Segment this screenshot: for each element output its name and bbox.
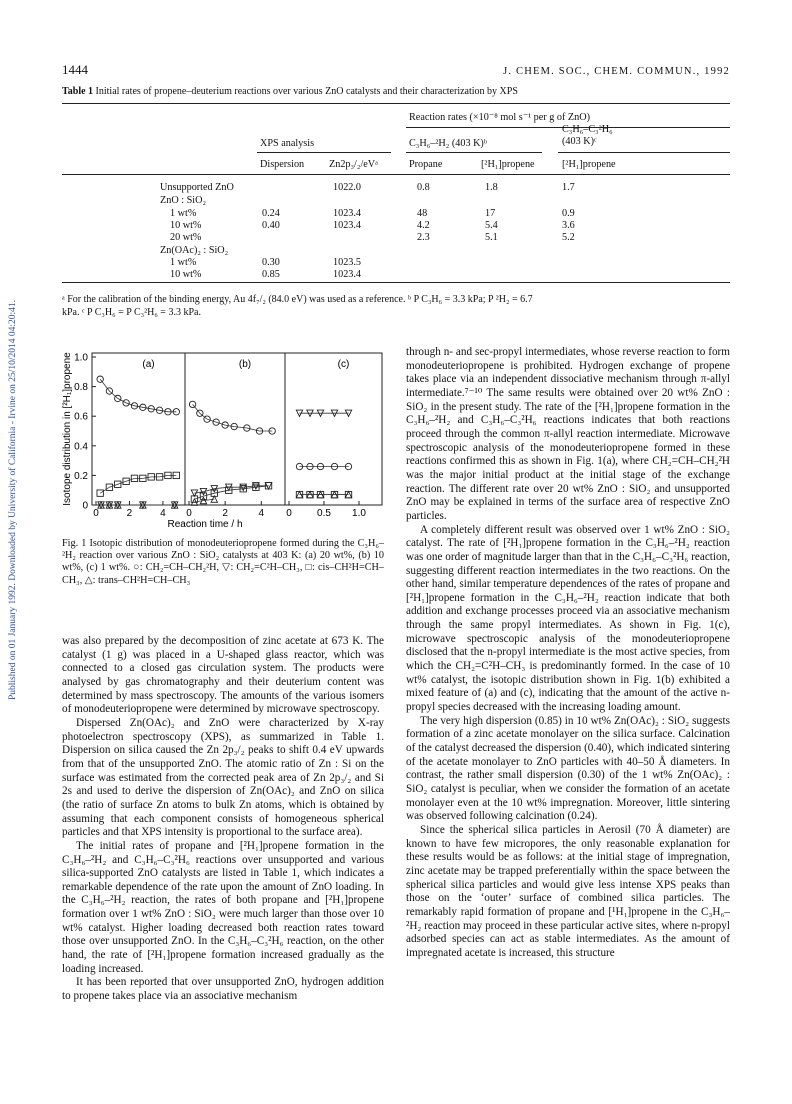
table-row-label: 10 wt% [170,269,202,280]
table-col-header: [²H₁]propene [562,159,616,170]
table-group-rates: Reaction rates (×10⁻⁸ mol s⁻¹ per g of ZnO) [409,112,590,123]
table-cell: 0.40 [262,220,280,231]
table-sub-c3h6c3d6-line2: (403 K)ᶜ [562,136,597,147]
table-cell: 1.7 [562,182,575,193]
x-tick-label: 0 [286,508,292,519]
data-point-circle [97,376,103,382]
side-note: Published on 01 January 1992. Downloaded by University of California - Irvine on 25/10/2014 04:20:41. [8,299,18,700]
paragraph: It has been reported that over unsupported ZnO, hydrogen addition to propene takes place via an associative mechanism [62,976,384,1003]
table-rule-c3h6c3d6 [558,152,730,153]
table-cell: 0.24 [262,208,280,219]
table-row-label: 20 wt% [170,232,202,243]
table-col-header: [²H₁]propene [481,159,535,170]
table-footnotes [62,293,730,319]
series-line [194,486,268,499]
x-axis-label: Reaction time / h [167,519,243,530]
table-cell: 1023.4 [333,269,362,280]
table-bottom-rule [62,282,730,283]
paragraph: The initial rates of propane and [²H₁]propene formation in the C₃H₆–²H₂ and C₃H₆–C₃²H₆ reactions over unsupported and various silica-supported ZnO catalysts are listed in Table 1, which indicates a remarkable dependence of the rate upon the amount of ZnO loading. In the C₃H₆–²H₂ reaction, the rates of both propane and [²H₁]propene formation over 1 wt% ZnO : SiO₂ were much larger than those over 10 wt% catalyst. Higher loading decreased both reaction rates toward those over unsupported ZnO. In the C₃H₆–C₃²H₆ reaction, on the other hand, the rate of [²H₁]propene formation increased gradually as the loading increased. [62,839,384,975]
table-cell: 1022.0 [333,182,362,193]
table-row-label: Unsupported ZnO [160,182,234,193]
paragraph: was also prepared by the decomposition of zinc acetate at 673 K. The catalyst (1 g) was placed in a U-shaped glass reactor, which was connected to a closed gas circulation system. The products were analysed by gas chromatography and their deuterium content was determined by mass spectroscopy. The amounts of the various isomers of monodeuteriopropene were determined by microwave spectroscopy. [62,635,384,716]
table-cell: 2.3 [417,232,430,243]
table-row-label: 1 wt% [170,208,197,219]
figure-caption: Fig. 1 Isotopic distribution of monodeuteriopropene formed during the C₃H₆–²H₂ reaction over various ZnO : SiO₂ catalysts at 403 K: (a) 20 wt%, (b) 10 wt%, (c) 1 wt%. ○: CH₂=CH–CH₂²H, ▽: CH₂=C²H–CH₃, □: cis–CH²H=CH–CH₃, △: trans–CH²H=CH–CH₃ [62,538,384,586]
panel-label: (b) [238,359,252,370]
table-header-rule [62,174,730,175]
table-rule-c3h6d2 [406,152,542,153]
table-cell: 0.85 [262,269,280,280]
y-tick-label: 0.2 [74,470,88,482]
table-row-label: 10 wt% [170,220,202,231]
x-tick-label: 1.0 [352,508,366,519]
table-cell: 5.1 [485,232,498,243]
table-cell: 48 [417,208,428,219]
paragraph: The very high dispersion (0.85) in 10 wt% Zn(OAc)₂ : SiO₂ suggests formation of a zinc acetate monolayer on the silica surface. Calcination of the catalyst decreased the dispersion (0.40), which indicated sintering of the acetate monolayer to ZnO particles with 40–50 Å diameters. In contrast, the rather small dispersion (0.30) of the 1 wt% Zn(OAc)₂ : SiO₂ catalyst is peculiar, when we consider the formation of an acetate monolayer even at the 10 wt% impregnation. Moreover, little sintering was observed following calcination (0.24). [406,714,730,823]
panel-label: (a) [142,359,155,370]
table-footnote-line: kPa. ᶜ P C₃H₆ = P C₃²H₆ = 3.3 kPa. [62,307,201,318]
table-cell: 5.2 [562,232,575,243]
y-axis-label: Isotope distribution in [²H₁]propene [62,352,73,506]
x-tick-label: 4 [160,508,166,519]
table-cell: 3.6 [562,220,575,231]
table-sub-c3h6c3d6-line1: C₃H₆–C₃²H₆ [562,124,613,135]
y-tick-label: 0 [82,500,88,512]
plot-frame [92,353,382,505]
data-point-circle [189,401,195,407]
table-cell: 17 [485,208,496,219]
table-cell: 1023.4 [333,220,362,231]
table-cell: 0.8 [417,182,430,193]
x-tick-label: 0 [93,508,99,519]
paragraph: A completely different result was observed over 1 wt% ZnO : SiO₂ catalyst. The rate of [²H₁]propene formation in the C₃H₆–²H₂ reaction was one order of magnitude larger than that in the C₃H₆–C₃²H₆ reaction, suggesting different reaction intermediates in the two reactions. On the other hand, similar temperature dependences of the rates of propane and [²H₁]propene formation in the C₃H₆–²H₂ reaction indicate that both addition and exchange processes proceed via an associative mechanism through the same propyl intermediates. As shown in Fig. 1(c), microwave spectroscopic analysis of the monodeuteriopropene disclosed that the n-propyl intermediate is the most active species, from which the CH₂=C²H–CH₃ is predominantly formed. In the case of 10 wt% catalyst, the isotopic distribution shown in Fig. 1(b) exhibited a mixed feature of (a) and (c), indicating that the amount of the active n-propyl species decreased with the increasing loading amount. [406,523,730,714]
x-tick-label: 2 [222,508,228,519]
y-tick-label: 1.0 [74,352,88,364]
table-rule-xps [257,152,391,153]
table-row-label: ZnO : SiO₂ [160,195,207,206]
journal-header: J. CHEM. SOC., CHEM. COMMUN., 1992 [503,66,730,77]
y-tick-label: 0.6 [74,411,88,423]
paragraph: Since the spherical silica particles in Aerosil (70 Å diameter) are known to have few micropores, the only reasonable explanation for these results would be as follows: at the initial stage of impregnation, zinc acetate may be trapped preferentially within the space between the spherical silica particles and would give less intense XPS peaks than those on the ‘outer’ surface of combined silica particles. The remarkably rapid formation of propane and [¹H₁]propene in the C₃H₆–²H₂ reaction may proceed in these particular active sites, where n-propyl adsorbed species can act as stable intermediates. As the amount of impregnated acetate is increased, this structure [406,823,730,959]
x-tick-label: 0 [186,508,192,519]
table-caption [62,86,518,97]
paragraph: through n- and sec-propyl intermediates, whose reverse reaction to form monodeuteriopropene is prohibited. Hydrogen exchange of propene takes place via an independent dissociative mechanism through π-allyl intermediate.⁷⁻¹⁰ The same results were obtained over 20 wt% ZnO : SiO₂ in the present study. The rate of the [²H₁]propene formation in the C₃H₆–²H₂ and C₃H₆–C₃²H₆ reactions indicates that both reactions proceed through the common π-allyl reaction intermediate. Microwave spectroscopic analysis of the monodeuteriopropene formed in these reactions confirmed this as shown in Fig. 1(a), where CH₂=CH–CH₂²H was the major initial product at the initial stage of the exchange reaction. The different rate over 20 wt% ZnO : SiO₂ and unsupported ZnO may be explained in terms of the surface area of respective ZnO particles. [406,346,730,522]
table-col-header: Propane [409,159,443,170]
table-group-xps: XPS analysis [260,138,315,149]
table-title: Initial rates of propene–deuterium reactions over various ZnO catalysts and their characterization by XPS [95,86,518,97]
table-cell: 1023.5 [333,257,362,268]
left-column [62,635,384,1004]
table-row-label: 1 wt% [170,257,197,268]
y-tick-label: 0.4 [74,441,88,453]
table-cell: 0.30 [262,257,280,268]
y-tick-label: 0.8 [74,382,88,394]
table-footnote-line: ᵃ For the calibration of the binding energy, Au 4f₇/₂ (84.0 eV) was used as a reference. ᵇ P C₃H₆ = 3.3 kPa; P ²H₂ = 6.7 [62,294,533,305]
table-cell: 0.9 [562,208,575,219]
x-tick-label: 2 [126,508,133,519]
table-col-header: Dispersion [260,159,305,170]
paragraph: Dispersed Zn(OAc)₂ and ZnO were characterized by X-ray photoelectron spectroscopy (XPS), as summarized in Table 1. Dispersion on silica caused the Zn 2p₃/₂ peaks to shift 0.4 eV upwards from that of the unsupported ZnO. The atomic ratio of Zn : Si on the surface was estimated from the corrected peak area of Zn 2p₃/₂ and Si 2s and used to derive the dispersion of Zn(OAc)₂ and ZnO on silica (the ratio of surface Zn atoms to bulk Zn atoms, which is obtained by assuming that each component consists of homogeneous spherical particles and that XPS intensity is proportional to the surface area). [62,716,384,839]
figure-1-chart [60,345,390,531]
table-cell: 4.2 [417,220,430,231]
download-watermark [0,230,18,700]
table-top-rule [62,103,730,104]
x-tick-label: 4 [258,508,265,519]
series-line [100,379,176,412]
table-label: Table 1 [62,86,94,97]
panel-label: (c) [337,359,350,370]
right-column [406,346,730,961]
x-tick-label: 0.5 [317,508,331,519]
table-cell: 1.8 [485,182,498,193]
table-sub-c3h6d2: C₃H₆–²H₂ (403 K)ᵇ [409,138,487,149]
table-row-label: Zn(OAc)₂ : SiO₂ [160,245,229,256]
table-cell: 5.4 [485,220,498,231]
table-col-header: Zn2p₃/₂/eVᵃ [329,159,378,170]
page-number: 1444 [62,62,88,77]
table-cell: 1023.4 [333,208,362,219]
